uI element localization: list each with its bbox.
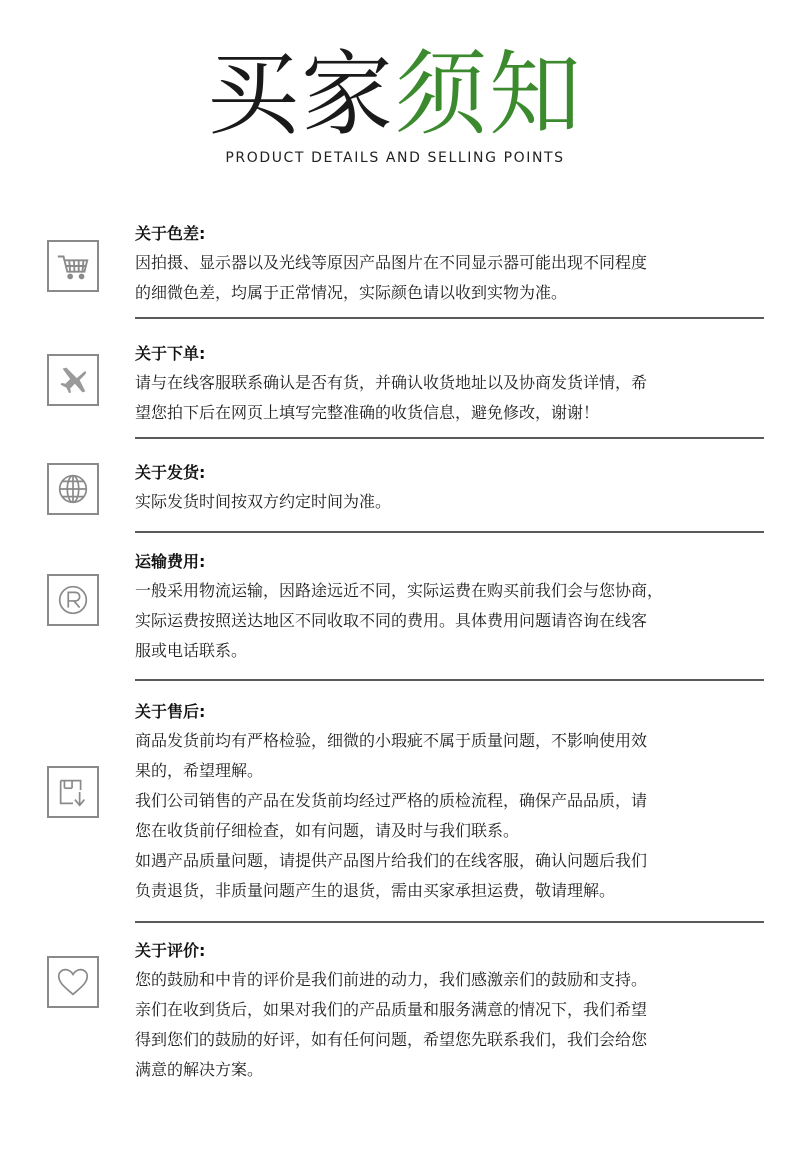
shopping-cart-icon xyxy=(47,240,99,292)
section-heading: 运输费用: xyxy=(135,552,206,571)
section-heading: 关于色差: xyxy=(135,224,206,243)
page-title xyxy=(0,40,790,150)
heart-icon xyxy=(47,956,99,1008)
section-paragraph: 实际发货时间按双方约定时间为准。 xyxy=(135,492,392,511)
section-paragraph: 请与在线客服联系确认是否有货，并确认收货地址以及协商发货详情，希 望您拍下后在网页上填写完整准确的收货信息，避免修改，谢谢！ xyxy=(135,373,648,422)
section-heading: 关于发货: xyxy=(135,463,206,482)
airplane-icon xyxy=(47,354,99,406)
section-divider xyxy=(135,531,764,533)
section-divider xyxy=(135,921,764,923)
title-green-part: 须知 xyxy=(395,41,584,148)
section-paragraph: 我们公司销售的产品在发货前均经过严格的质检流程，确保产品品质，请 您在收货前仔细检查，如有问题，请及时与我们联系。 xyxy=(135,791,648,840)
section-divider xyxy=(135,679,764,681)
page-subtitle: PRODUCT DETAILS AND SELLING POINTS xyxy=(225,150,565,166)
section-divider xyxy=(135,437,764,439)
section-heading: 关于下单: xyxy=(135,344,206,363)
section-paragraph: 因拍摄、显示器以及光线等原因产品图片在不同显示器可能出现不同程度 的细微色差，均属于正常情况，实际颜色请以收到实物为准。 xyxy=(135,253,648,302)
registered-icon xyxy=(47,574,99,626)
return-box-icon xyxy=(47,766,99,818)
globe-icon xyxy=(47,463,99,515)
section-paragraph: 一般采用物流运输，因路途远近不同，实际运费在购买前我们会与您协商， 实际运费按照送达地区不同收取不同的费用。具体费用问题请咨询在线客 服或电话联系。 xyxy=(135,581,664,660)
section-heading: 关于评价: xyxy=(135,941,206,960)
title-dark-part: 买家 xyxy=(206,41,395,148)
section-paragraph: 商品发货前均有严格检验，细微的小瑕疵不属于质量问题，不影响使用效 果的，希望理解。 xyxy=(135,731,648,780)
section-divider xyxy=(135,317,764,319)
section-paragraph: 如遇产品质量问题，请提供产品图片给我们的在线客服，确认问题后我们 负责退货，非质量问题产生的退货，需由买家承担运费，敬请理解。 xyxy=(135,851,648,900)
section-paragraph: 您的鼓励和中肯的评价是我们前进的动力，我们感激亲们的鼓励和支持。 亲们在收到货后，如果对我们的产品质量和服务满意的情况下，我们希望 得到您们的鼓励的好评，如有任何问题，希望您先联系我们，我们会给您 满意的解决方案。 xyxy=(135,970,648,1079)
section-heading: 关于售后: xyxy=(135,702,206,721)
